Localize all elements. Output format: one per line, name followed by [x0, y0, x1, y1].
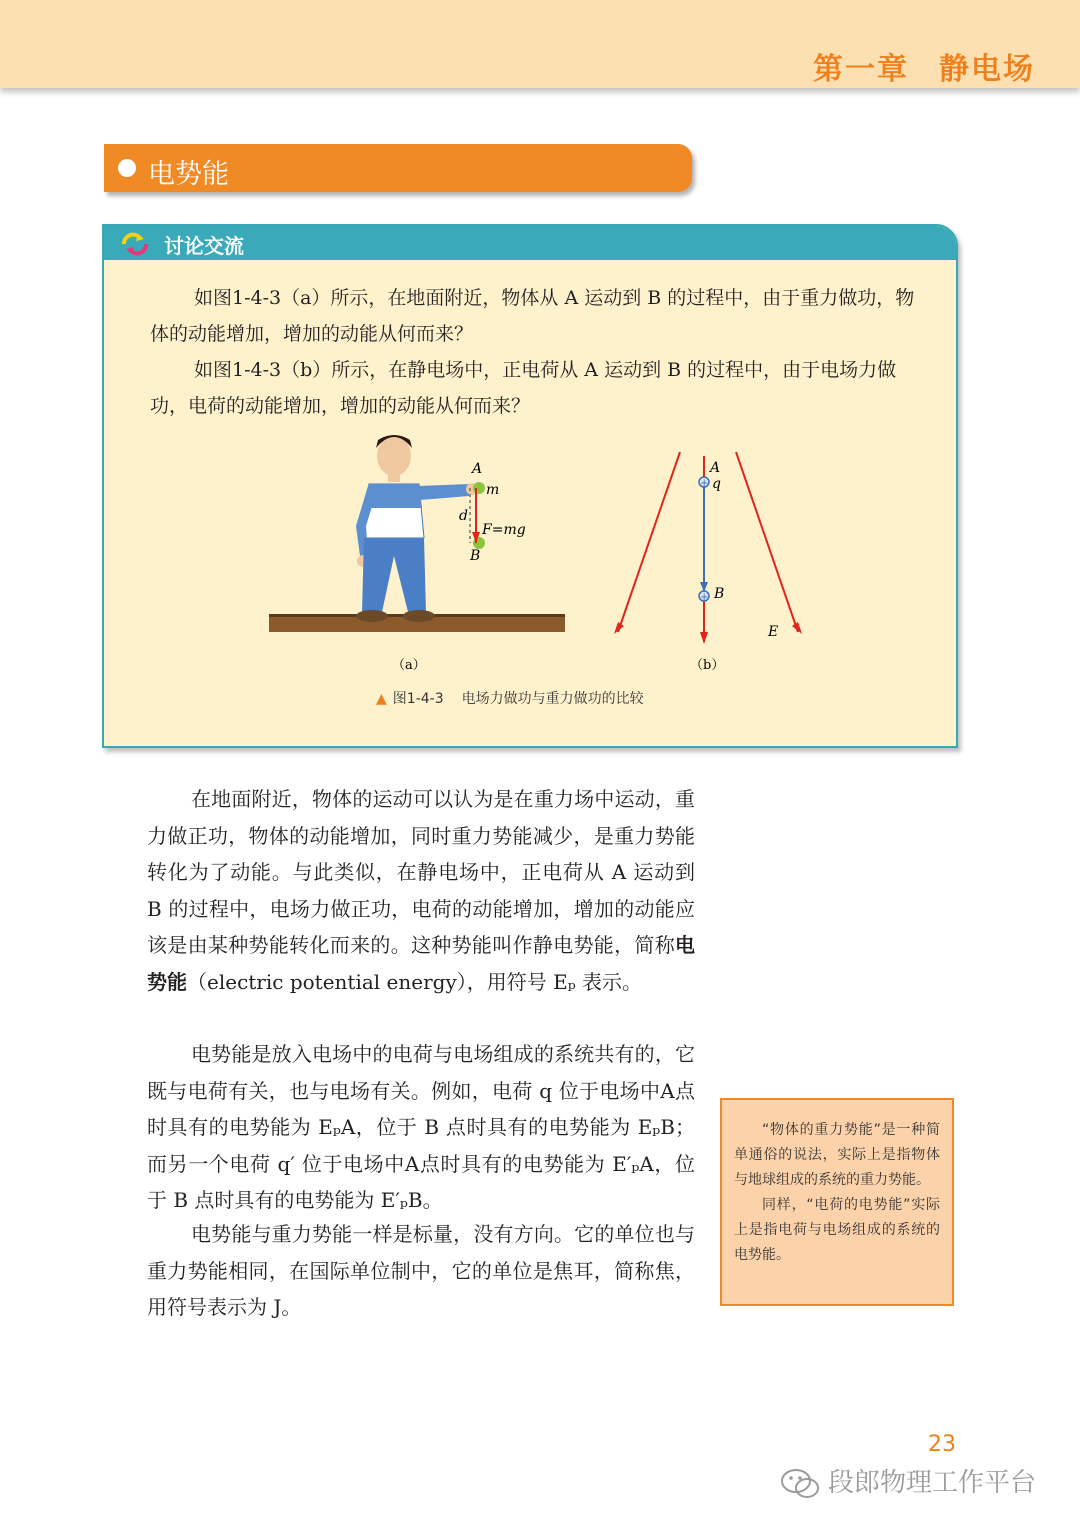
chapter-number: 第一章: [813, 52, 909, 87]
body-paragraph-2: 电势能是放入电场中的电荷与电场组成的系统共有的，它既与电荷有关，也与电场有关。例如，电荷 q 位于电场中A点时具有的电势能为 EₚA，位于 B 点时具有的电势能为 EₚB；而另一个电荷 q′ 位于电场中A点时具有的电势能为 E′ₚA，位于 B 点时具有的电势能为 E′ₚB。: [147, 1042, 695, 1212]
caption-text: 电场力做功与重力做功的比较: [461, 691, 644, 707]
chapter-title: [813, 44, 1035, 88]
wechat-icon: [780, 1467, 820, 1501]
chapter-header-bar: [0, 0, 1080, 88]
field-line-left: [618, 452, 680, 632]
field-line-right: [736, 452, 798, 632]
svg-text:+: +: [700, 478, 709, 489]
watermark-text: 段郎物理工作平台: [828, 1468, 1037, 1498]
caption-number: 图1-4-3: [392, 691, 444, 707]
person-figure: [356, 435, 481, 622]
discussion-paragraph-1: 如图1-4-3（a）所示，在地面附近，物体从 A 运动到 B 的过程中，由于重力做功，物体的动能增加，增加的动能从何而来？: [150, 287, 915, 345]
label-e: E: [768, 624, 779, 640]
label-m: m: [486, 482, 500, 498]
side-note-paragraph-1: “物体的重力势能”是一种简单通俗的说法，实际上是指物体与地球组成的系统的重力势能。: [734, 1122, 940, 1188]
label-b: B: [470, 548, 481, 564]
sub-label-b: （b）: [690, 658, 725, 673]
discussion-header: [104, 226, 956, 260]
discussion-paragraph-2: 如图1-4-3（b）所示，在静电场中，正电荷从 A 运动到 B 的过程中，由于电场力做功，电荷的动能增加，增加的动能从何而来？: [150, 359, 897, 417]
bullet-icon: [118, 159, 136, 177]
discussion-cycle-icon: [120, 232, 150, 256]
chapter-name: 静电场: [939, 52, 1035, 87]
section-title: 电势能: [148, 159, 229, 190]
triangle-icon: ▲: [376, 691, 387, 707]
body-paragraph-1: [147, 781, 695, 1000]
label-b: B: [714, 586, 725, 602]
mass-ball-a: [473, 482, 485, 494]
figure-b-electric-field: [604, 446, 824, 676]
label-q: q: [712, 476, 721, 492]
side-note-paragraph-2: 同样，“电荷的电势能”实际上是指电荷与电场组成的系统的电势能。: [734, 1197, 940, 1263]
figure-a-gravity: [264, 426, 574, 676]
body-paragraph-1-part1: 在地面附近，物体的运动可以认为是在重力场中运动，重力做正功，物体的动能增加，同时重力势能减少，是重力势能转化为了动能。与此类似，在静电场中，正电荷从 A 运动到 B 的过程中，电场力做正功，电荷的动能增加，增加的动能应该是由某种势能转化而来的。这种势能叫作静电势能，简称: [147, 787, 695, 957]
body-paragraph-3: 电势能与重力势能一样是标量，没有方向。它的单位也与重力势能相同，在国际单位制中，它的单位是焦耳，简称焦，用符号表示为 J。: [147, 1222, 695, 1319]
sub-label-a: （a）: [392, 658, 426, 673]
label-d: d: [459, 508, 468, 524]
label-a: A: [710, 460, 721, 476]
watermark: [780, 1462, 1036, 1501]
label-force: F=mg: [482, 522, 526, 538]
section-heading: [104, 144, 692, 192]
side-note: [720, 1098, 954, 1306]
label-a: A: [472, 461, 483, 477]
discussion-box: [102, 224, 958, 748]
body-paragraph-1-part2: （electric potential energy），用符号 Eₚ 表示。: [187, 969, 643, 994]
svg-text:+: +: [700, 592, 709, 603]
term-electric-potential-energy: 电势能: [147, 933, 695, 994]
page-number: 23: [928, 1432, 956, 1457]
discussion-title: 讨论交流: [164, 234, 244, 258]
figure-caption: [376, 688, 644, 708]
